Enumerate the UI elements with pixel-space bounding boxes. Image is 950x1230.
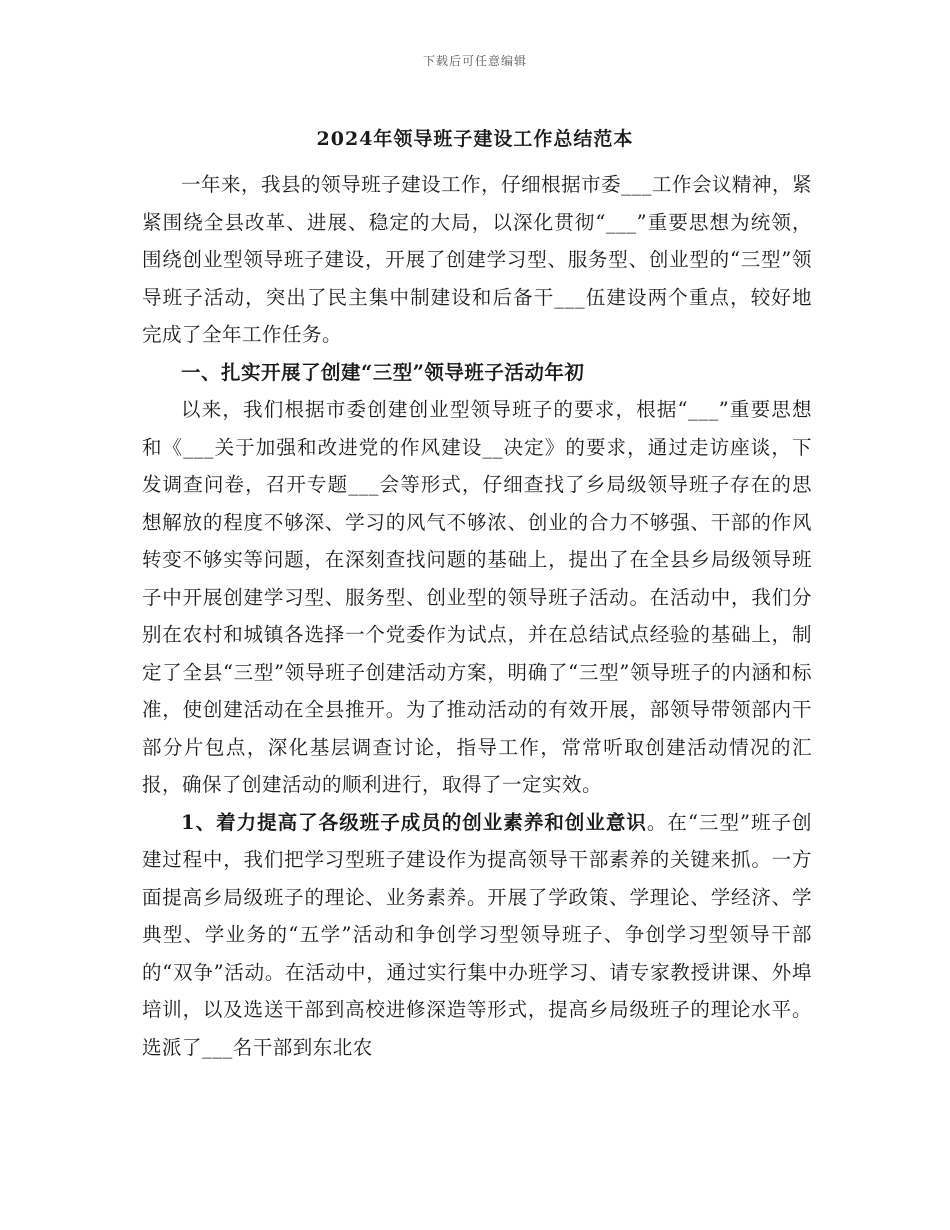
section-1-paragraph: 以来，我们根据市委创建创业型领导班子的要求，根据“___”重要思想和《___关于加强和改进党的作风建设__决定》的要求，通过走访座谈，下发调查问卷，召开专题___会等形式，仔细查找了乡局级领导班子存在的思想解放的程度不够深、学习的风气不够浓、创业的合力不够强、干部的作风转变不够实等问题，在深刻查找问题的基础上，提出了在全县乡局级领导班子中开展创建学习型、服务型、创业型的领导班子活动。在活动中，我们分别在农村和城镇各选择一个党委作为试点，并在总结试点经验的基础上，制定了全县“三型”领导班子创建活动方案，明确了“三型”领导班子的内涵和标准，使创建活动在全县推开。为了推动活动的有效开展，部领导带领部内干部分片包点，深化基层调查讨论，指导工作，常常听取创建活动情况的汇报，确保了创建活动的顺利进行，取得了一定实效。 [142, 398, 812, 796]
point-1-lead: 1、着力提高了各级班子成员的创业素养和创业意识 [181, 810, 647, 834]
section-1-heading: 一、扎实开展了创建“三型”领导班子活动年初 [181, 360, 585, 384]
intro-paragraph: 一年来，我县的领导班子建设工作，仔细根据市委___工作会议精神，紧紧围绕全县改革、进展、稳定的大局，以深化贯彻“___”重要思想为统领，围绕创业型领导班子建设，开展了创建学习型、服务型、创业型的“三型”领导班子活动，突出了民主集中制建设和后备干___伍建设两个重点，较好地完成了全年工作任务。 [142, 173, 812, 346]
point-1-paragraph [142, 804, 812, 1067]
document-body [142, 166, 812, 1066]
header-note: 下载后可任意编辑 [422, 54, 527, 68]
document-title: 2024年领导班子建设工作总结范本 [316, 128, 634, 150]
point-1-text: 。在“三型”班子创建过程中，我们把学习型班子建设作为提高领导干部素养的关键来抓。一方面提高乡局级班子的理论、业务素养。开展了学政策、学理论、学经济、学典型、学业务的“五学”活动和争创学习型领导班子、争创学习型领导干部的“双争”活动。在活动中，通过实行集中办班学习、请专家教授讲课、外埠培训，以及选送干部到高校进修深造等形式，提高乡局级班子的理论水平。选派了___名干部到东北农 [142, 810, 812, 1059]
